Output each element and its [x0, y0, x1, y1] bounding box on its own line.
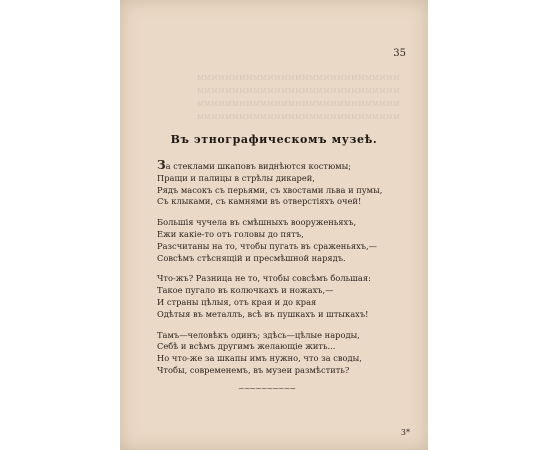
poem-line: Рядъ масокъ съ перьями, съ хвостами льва и пумы,	[157, 184, 383, 195]
printer-signature: 3*	[400, 428, 410, 437]
poem-line: Чтобы, современемъ, въ музеи размѣстить?	[157, 364, 350, 375]
poem-line: Совсѣмъ стѣснящій и пресмѣшной нарядъ.	[157, 252, 346, 263]
stanza	[157, 217, 407, 264]
poem-body	[157, 160, 407, 386]
stanza	[157, 160, 407, 208]
poem-line: Тамъ—человѣкъ одинъ; здѣсь—цѣлые народы,	[157, 329, 360, 340]
poem-title: Въ этнографическомъ музеѣ.	[170, 133, 378, 146]
page-number: 35	[393, 48, 406, 59]
poem-line: Пращи и палицы в стрѣлы дикарей,	[157, 172, 315, 183]
bleed-through-text: ммммммммммммммммммммммммммммм	[196, 112, 400, 122]
poem-line: Ежи какіе-то отъ головы до пятъ,	[157, 228, 304, 239]
poem-line: Большія чучела въ смѣшныхъ вооруженьяхъ,	[157, 217, 357, 228]
poem-line: Разсчитаны на то, чтобы пугать въ сраженьяхъ,—	[157, 240, 377, 251]
drop-cap: З	[157, 158, 166, 172]
poem-line: Съ клыками, съ камнями въ отверстіяхъ очей!	[157, 196, 362, 207]
poem-line: Но что-же за шкапы имъ нужно, что за своды,	[157, 353, 362, 364]
bleed-through-text: ммммммммммммммммммммммммммммм	[196, 86, 400, 96]
poem-line: И страны цѣлыя, отъ края и до края	[157, 296, 317, 307]
stanza	[157, 273, 407, 320]
poem-line: Что-жъ? Разница не то, чтобы совсѣмъ большая:	[157, 273, 371, 284]
poem-line: Одѣтыя въ металлъ, всѣ въ пушкахъ и штыкахъ!	[157, 308, 369, 319]
stanza	[157, 330, 407, 377]
poem-line: Себѣ и всѣмъ другимъ желающіе жить...	[157, 341, 336, 352]
poem-line: За стеклами шкаповъ виднѣются костюмы;	[157, 158, 352, 172]
ornament-divider: ~~~~~~~~~~	[238, 384, 296, 393]
book-page	[120, 0, 428, 450]
bleed-through-text: ммммммммммммммммммммммммммммм	[196, 73, 400, 83]
bleed-through-text: ммммммммммммммммммммммммммммм	[196, 99, 400, 109]
poem-line: Такое пугало въ колючкахъ и ножахъ,—	[157, 285, 334, 296]
